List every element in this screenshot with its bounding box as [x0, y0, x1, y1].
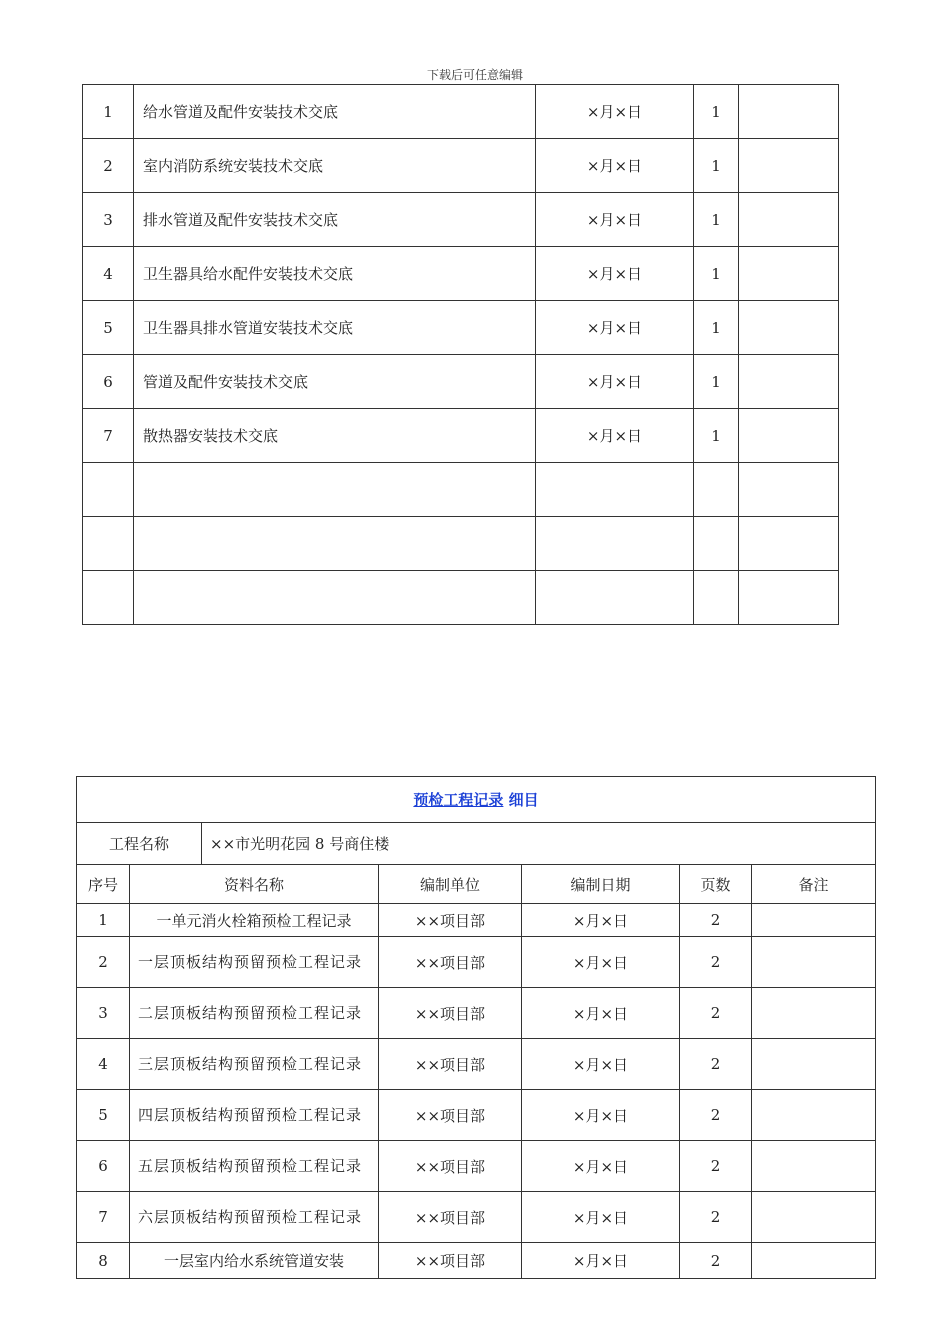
- row-number: 6: [77, 1141, 130, 1192]
- item-name: [134, 571, 536, 625]
- item-remark: [739, 85, 839, 139]
- row-number: [83, 463, 134, 517]
- row-number: 7: [83, 409, 134, 463]
- item-name: 排水管道及配件安装技术交底: [134, 193, 536, 247]
- technical-briefing-table: [82, 84, 839, 625]
- row-number: 1: [77, 904, 130, 937]
- row-number: 4: [77, 1039, 130, 1090]
- record-name: 三层顶板结构预留预检工程记录: [130, 1039, 379, 1090]
- record-remark: [752, 1090, 876, 1141]
- item-date: ×月×日: [536, 355, 694, 409]
- table-title-suffix: 细目: [503, 791, 539, 809]
- item-pages: 1: [694, 301, 739, 355]
- table-row: [83, 355, 839, 409]
- row-number: 3: [83, 193, 134, 247]
- record-name: 二层顶板结构预留预检工程记录: [130, 988, 379, 1039]
- table-row: [83, 85, 839, 139]
- table-title-link[interactable]: 预检工程记录: [413, 791, 504, 809]
- row-number: [83, 571, 134, 625]
- header-pages: 页数: [680, 865, 752, 904]
- row-number: 6: [83, 355, 134, 409]
- row-number: 2: [83, 139, 134, 193]
- record-date: ×月×日: [522, 1141, 680, 1192]
- record-unit: ××项目部: [379, 1192, 522, 1243]
- record-pages: 2: [680, 1090, 752, 1141]
- item-remark: [739, 139, 839, 193]
- item-date: ×月×日: [536, 85, 694, 139]
- table-row: [77, 988, 876, 1039]
- record-remark: [752, 937, 876, 988]
- row-number: 5: [77, 1090, 130, 1141]
- item-date: ×月×日: [536, 193, 694, 247]
- item-remark: [739, 463, 839, 517]
- table-row: [77, 1090, 876, 1141]
- table-row: [77, 1192, 876, 1243]
- row-number: 7: [77, 1192, 130, 1243]
- item-date: ×月×日: [536, 139, 694, 193]
- record-pages: 2: [680, 1243, 752, 1279]
- row-number: 3: [77, 988, 130, 1039]
- record-date: ×月×日: [522, 937, 680, 988]
- table-row: [77, 904, 876, 937]
- row-number: 8: [77, 1243, 130, 1279]
- project-name-label: 工程名称: [77, 823, 202, 865]
- table-row: [83, 517, 839, 571]
- record-unit: ××项目部: [379, 1039, 522, 1090]
- item-date: [536, 571, 694, 625]
- item-remark: [739, 301, 839, 355]
- row-number: 4: [83, 247, 134, 301]
- page-header-note: 下载后可任意编辑: [426, 68, 523, 82]
- record-remark: [752, 1039, 876, 1090]
- table-row: [83, 301, 839, 355]
- item-name: [134, 463, 536, 517]
- header-date: 编制日期: [522, 865, 680, 904]
- record-date: ×月×日: [522, 1243, 680, 1279]
- item-pages: 1: [694, 355, 739, 409]
- item-date: [536, 517, 694, 571]
- record-pages: 2: [680, 1141, 752, 1192]
- item-name: 卫生器具排水管道安装技术交底: [134, 301, 536, 355]
- record-pages: 2: [680, 937, 752, 988]
- item-pages: [694, 517, 739, 571]
- record-date: ×月×日: [522, 1192, 680, 1243]
- record-remark: [752, 904, 876, 937]
- record-date: ×月×日: [522, 1039, 680, 1090]
- record-name: 一层顶板结构预留预检工程记录: [130, 937, 379, 988]
- item-pages: 1: [694, 85, 739, 139]
- header-remark: 备注: [752, 865, 876, 904]
- table-row: [83, 571, 839, 625]
- record-pages: 2: [680, 904, 752, 937]
- record-unit: ××项目部: [379, 1243, 522, 1279]
- item-name: [134, 517, 536, 571]
- record-remark: [752, 1141, 876, 1192]
- record-pages: 2: [680, 988, 752, 1039]
- record-date: ×月×日: [522, 1090, 680, 1141]
- item-date: ×月×日: [536, 409, 694, 463]
- table-row: [83, 409, 839, 463]
- item-date: ×月×日: [536, 247, 694, 301]
- item-pages: 1: [694, 409, 739, 463]
- table-row: [83, 193, 839, 247]
- item-pages: 1: [694, 139, 739, 193]
- table-row: [83, 247, 839, 301]
- row-number: 5: [83, 301, 134, 355]
- item-name: 管道及配件安装技术交底: [134, 355, 536, 409]
- item-pages: [694, 571, 739, 625]
- item-date: [536, 463, 694, 517]
- record-unit: ××项目部: [379, 988, 522, 1039]
- record-name: 六层顶板结构预留预检工程记录: [130, 1192, 379, 1243]
- record-pages: 2: [680, 1192, 752, 1243]
- record-date: ×月×日: [522, 904, 680, 937]
- row-number: 1: [83, 85, 134, 139]
- record-name: 一单元消火栓箱预检工程记录: [130, 904, 379, 937]
- item-name: 给水管道及配件安装技术交底: [134, 85, 536, 139]
- item-pages: [694, 463, 739, 517]
- header-no: 序号: [77, 865, 130, 904]
- record-pages: 2: [680, 1039, 752, 1090]
- record-unit: ××项目部: [379, 1141, 522, 1192]
- record-remark: [752, 1192, 876, 1243]
- item-remark: [739, 247, 839, 301]
- table-row: [77, 937, 876, 988]
- record-unit: ××项目部: [379, 904, 522, 937]
- header-name: 资料名称: [130, 865, 379, 904]
- table-row: [77, 1039, 876, 1090]
- item-remark: [739, 355, 839, 409]
- table-title: [77, 777, 876, 823]
- project-name-value: ××市光明花园 8 号商住楼: [202, 823, 876, 865]
- item-name: 卫生器具给水配件安装技术交底: [134, 247, 536, 301]
- item-remark: [739, 571, 839, 625]
- row-number: 2: [77, 937, 130, 988]
- item-remark: [739, 193, 839, 247]
- item-pages: 1: [694, 193, 739, 247]
- record-name: 五层顶板结构预留预检工程记录: [130, 1141, 379, 1192]
- item-name: 散热器安装技术交底: [134, 409, 536, 463]
- row-number: [83, 517, 134, 571]
- item-remark: [739, 517, 839, 571]
- item-pages: 1: [694, 247, 739, 301]
- table-row: [77, 1243, 876, 1279]
- record-remark: [752, 988, 876, 1039]
- item-date: ×月×日: [536, 301, 694, 355]
- record-date: ×月×日: [522, 988, 680, 1039]
- header-unit: 编制单位: [379, 865, 522, 904]
- record-remark: [752, 1243, 876, 1279]
- table-row: [83, 139, 839, 193]
- table-row: [77, 1141, 876, 1192]
- record-name: 四层顶板结构预留预检工程记录: [130, 1090, 379, 1141]
- record-unit: ××项目部: [379, 1090, 522, 1141]
- table-row: [83, 463, 839, 517]
- item-name: 室内消防系统安装技术交底: [134, 139, 536, 193]
- pre-inspection-record-table: [76, 776, 876, 1279]
- item-remark: [739, 409, 839, 463]
- record-name: 一层室内给水系统管道安装: [130, 1243, 379, 1279]
- record-unit: ××项目部: [379, 937, 522, 988]
